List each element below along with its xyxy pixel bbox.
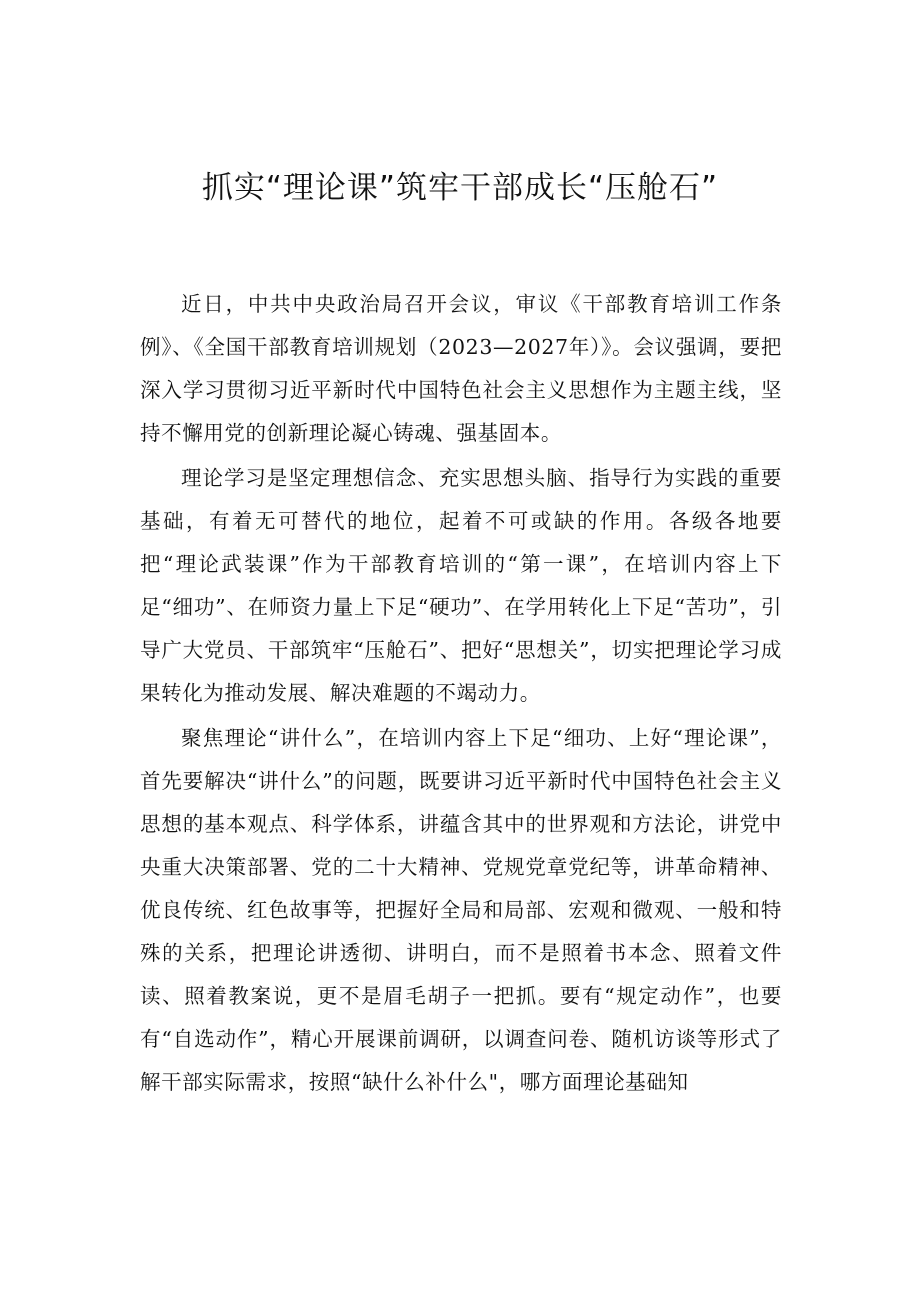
document-body — [140, 283, 782, 1106]
document-title: 抓实“理论课”筑牢干部成长“压舱石” — [201, 170, 719, 206]
paragraph-1: 近日，中共中央政治局召开会议，审议《干部教育培训工作条例》、《全国干部教育培训规划（2023—2027年）》。会议强调，要把深入学习贯彻习近平新时代中国特色社会主义思想作为主题主线，坚持不懈用党的创新理论凝心铸魂、强基固本。 — [140, 292, 782, 445]
paragraph-2: 理论学习是坚定理想信念、充实思想头脑、指导行为实践的重要基础，有着无可替代的地位，起着不可或缺的作用。各级各地要把“理论武装课”作为干部教育培训的“第一课”，在培训内容上下足“细功”、在师资力量上下足“硬功”、在学用转化上下足“苦功”，引导广大党员、干部筑牢“压舱石”、把好“思想关”，切实把理论学习成果转化为推动发展、解决难题的不竭动力。 — [140, 466, 782, 705]
paragraph-3: 聚焦理论“讲什么”，在培训内容上下足“细功、上好“理论课”，首先要解决“讲什么”的问题，既要讲习近平新时代中国特色社会主义思想的基本观点、科学体系，讲蕴含其中的世界观和方法论，讲党中央重大决策部署、党的二十大精神、党规党章党纪等，讲革命精神、优良传统、红色故事等，把握好全局和局部、宏观和微观、一般和特殊的关系，把理论讲透彻、讲明白，而不是照着书本念、照着文件读、照着教案说，更不是眉毛胡子一把抓。要有“规定动作”，也要有“自选动作”，精心开展课前调研，以调查问卷、随机访谈等形式了解干部实际需求，按照“缺什么补什么"，哪方面理论基础知 — [140, 726, 782, 1094]
